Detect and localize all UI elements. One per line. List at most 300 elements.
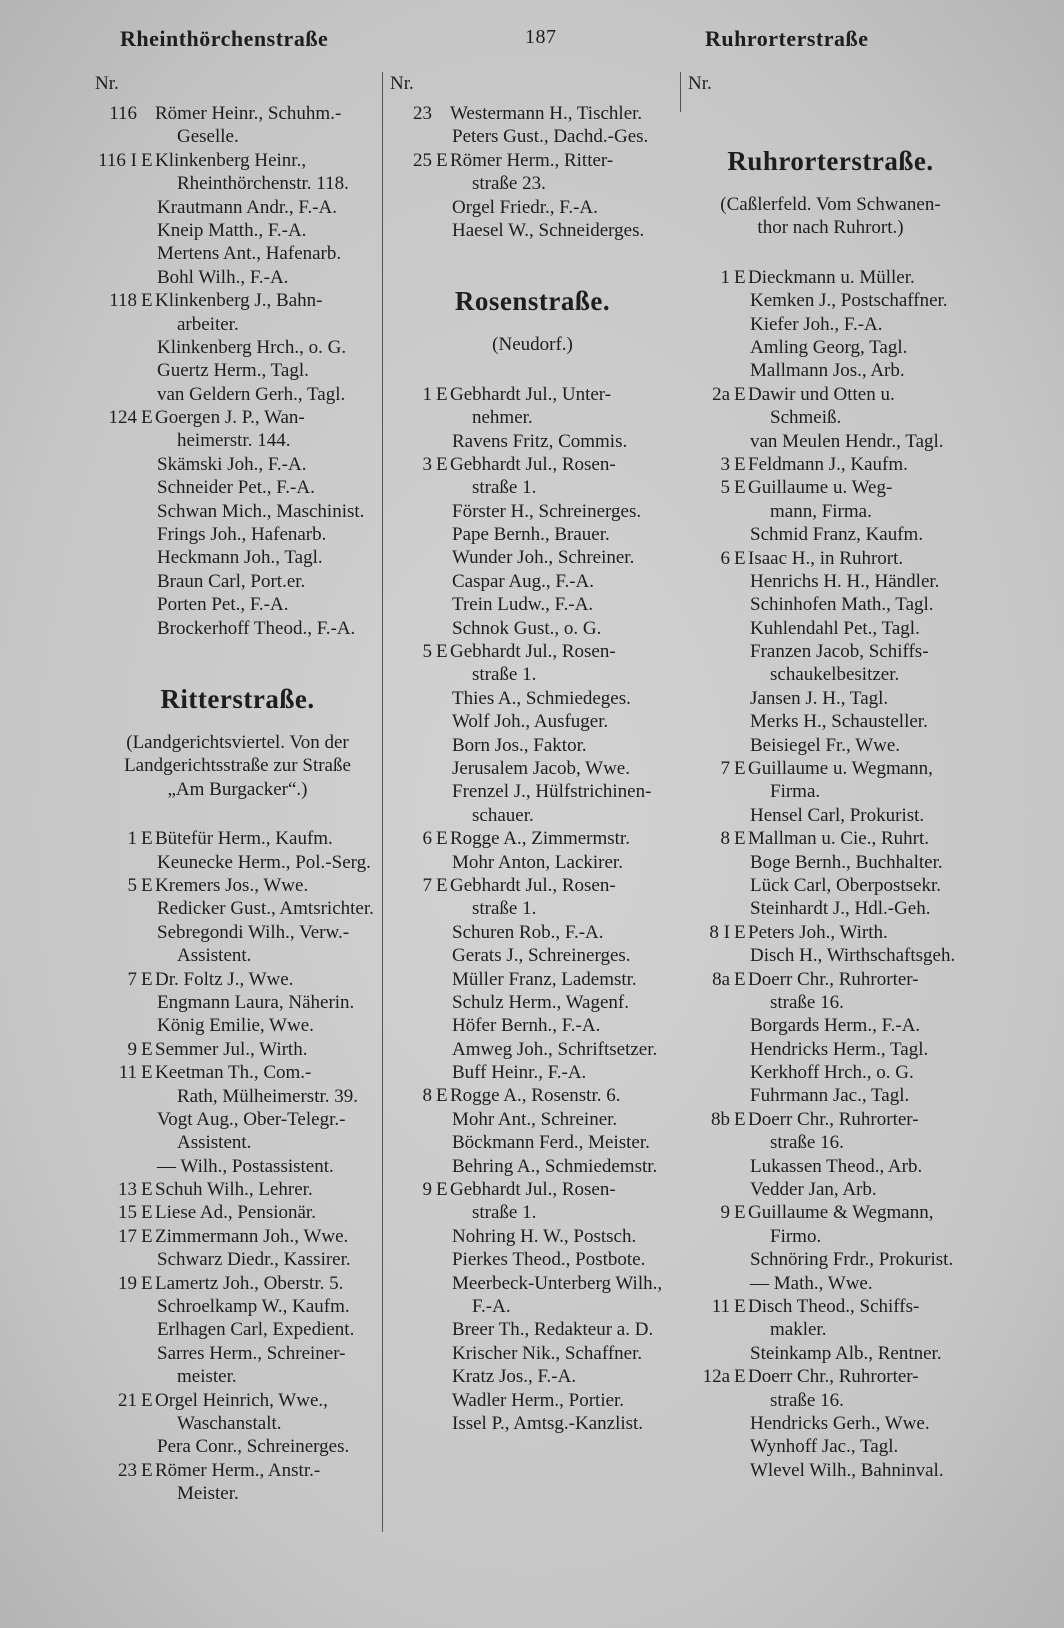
owner-marker	[436, 780, 450, 803]
entry-text: Guillaume & Wegmann,	[748, 1202, 934, 1224]
entry-text: heimerstr. 144.	[177, 430, 291, 452]
resident-entry	[390, 1155, 675, 1178]
entry-text: Schulz Herm., Wagenf.	[452, 991, 629, 1013]
entry-text: Kuhlendahl Pet., Tagl.	[750, 617, 920, 639]
column-divider	[382, 72, 383, 1532]
house-number	[688, 406, 734, 429]
house-number	[390, 593, 436, 616]
entry-continuation	[390, 172, 675, 195]
house-number	[688, 734, 734, 757]
entry-text: van Geldern Gerh., Tagl.	[157, 383, 346, 405]
house-number	[688, 1225, 734, 1248]
house-entry	[390, 102, 675, 125]
entry-text: Doerr Chr., Ruhrorter-	[748, 1366, 919, 1388]
house-number: 19	[118, 1272, 137, 1294]
entry-text: Waschanstalt.	[177, 1412, 282, 1434]
entry-continuation	[95, 125, 380, 148]
owner-marker	[734, 1248, 748, 1271]
owner-marker	[141, 102, 155, 125]
entry-text: Kneip Matth., F.-A.	[157, 219, 307, 241]
entry-text: Pera Conr., Schreinerges.	[157, 1436, 350, 1458]
resident-entry	[390, 546, 675, 569]
owner-marker: E	[734, 758, 746, 780]
entry-continuation	[390, 804, 675, 827]
resident-entry	[390, 1342, 675, 1365]
house-entry	[95, 1038, 380, 1061]
owner-marker	[436, 593, 450, 616]
house-number	[95, 570, 141, 593]
house-number	[688, 289, 734, 312]
house-number	[390, 944, 436, 967]
entry-text: Guillaume u. Weg-	[748, 477, 893, 499]
house-number	[390, 1108, 436, 1131]
owner-marker: E	[734, 477, 746, 499]
resident-entry	[390, 1412, 675, 1435]
house-number	[390, 125, 436, 148]
resident-entry	[95, 266, 380, 289]
resident-entry	[95, 500, 380, 523]
street-description	[95, 731, 380, 801]
owner-marker	[141, 570, 155, 593]
house-entry	[688, 1295, 973, 1318]
resident-entry	[95, 219, 380, 242]
owner-marker	[734, 313, 748, 336]
owner-marker	[734, 1318, 748, 1341]
entry-continuation	[95, 944, 380, 967]
resident-entry	[95, 921, 380, 944]
entry-text: van Meulen Hendr., Tagl.	[750, 430, 944, 452]
owner-marker	[141, 1412, 155, 1435]
entry-text: Gebhardt Jul., Rosen-	[450, 874, 616, 896]
entry-text: Issel P., Amtsg.-Kanzlist.	[452, 1412, 644, 1434]
house-number	[688, 1318, 734, 1341]
entry-text: Gerats J., Schreinerges.	[452, 945, 631, 967]
owner-marker	[436, 102, 450, 125]
resident-entry	[95, 359, 380, 382]
entry-text: Müller Franz, Lademstr.	[452, 968, 637, 990]
entry-text: Keetman Th., Com.-	[155, 1062, 312, 1084]
house-number	[688, 1412, 734, 1435]
owner-marker: E	[436, 149, 448, 171]
entry-continuation	[390, 1201, 675, 1224]
entry-text: meister.	[177, 1366, 237, 1388]
entry-continuation	[95, 1365, 380, 1388]
resident-entry	[390, 125, 675, 148]
house-entry	[688, 757, 973, 780]
entry-text: Westermann H., Tischler.	[450, 103, 643, 124]
house-number	[688, 663, 734, 686]
owner-marker	[436, 406, 450, 429]
entry-continuation	[688, 1318, 973, 1341]
owner-marker: E	[141, 828, 153, 850]
house-number: 17	[118, 1225, 137, 1247]
resident-entry	[95, 453, 380, 476]
entry-text: Meerbeck-Unterberg Wilh.,	[452, 1272, 663, 1294]
house-entry	[688, 266, 973, 289]
resident-entry	[688, 523, 973, 546]
owner-marker: E	[141, 1179, 153, 1201]
resident-entry	[390, 570, 675, 593]
house-number: 6	[422, 828, 432, 850]
owner-marker: E	[734, 266, 746, 288]
entry-text: Feldmann J., Kaufm.	[748, 453, 908, 475]
house-number	[688, 313, 734, 336]
resident-entry	[390, 430, 675, 453]
house-number	[95, 359, 141, 382]
street-description-line: thor nach Ruhrort.)	[757, 217, 904, 239]
house-number: 3	[422, 453, 432, 475]
house-number	[95, 266, 141, 289]
resident-entry	[688, 1155, 973, 1178]
owner-marker: E	[141, 1272, 153, 1294]
owner-marker	[734, 897, 748, 920]
entry-text: Wolf Joh., Ausfuger.	[452, 711, 609, 733]
house-number	[95, 991, 141, 1014]
owner-marker	[141, 219, 155, 242]
owner-marker	[734, 1459, 748, 1482]
house-number: 7	[127, 968, 137, 990]
house-number	[390, 1272, 436, 1295]
house-entry	[95, 149, 380, 172]
entry-text: Firmo.	[770, 1225, 822, 1247]
house-number	[95, 1085, 141, 1108]
entry-continuation	[390, 663, 675, 686]
owner-marker	[734, 1389, 748, 1412]
owner-marker	[734, 640, 748, 663]
house-number: 9	[422, 1179, 432, 1201]
house-number	[390, 687, 436, 710]
owner-marker: E	[734, 383, 746, 405]
entry-text: Haesel W., Schneiderges.	[452, 219, 645, 241]
resident-entry	[688, 359, 973, 382]
owner-marker	[141, 897, 155, 920]
owner-marker	[436, 1318, 450, 1341]
owner-marker	[436, 1295, 450, 1318]
entry-continuation	[688, 1225, 973, 1248]
house-entry	[390, 1084, 675, 1107]
house-number	[95, 383, 141, 406]
owner-marker	[436, 476, 450, 499]
entry-text: Mallman u. Cie., Ruhrt.	[748, 828, 930, 850]
owner-marker	[141, 944, 155, 967]
entry-text: Gebhardt Jul., Rosen-	[450, 453, 616, 475]
entry-text: Breer Th., Redakteur a. D.	[452, 1319, 654, 1341]
house-number	[95, 313, 141, 336]
house-entry	[95, 102, 380, 125]
owner-marker	[436, 734, 450, 757]
entry-text: Merks H., Schausteller.	[750, 711, 928, 733]
entry-text: Förster H., Schreinerges.	[452, 500, 642, 522]
entry-text: Porten Pet., F.-A.	[157, 594, 289, 616]
house-number	[95, 336, 141, 359]
owner-marker	[141, 172, 155, 195]
owner-marker: E	[141, 407, 153, 429]
entry-continuation	[688, 991, 973, 1014]
resident-entry	[390, 1108, 675, 1131]
street-heading: Ritterstraße.	[160, 683, 315, 714]
house-number	[95, 523, 141, 546]
entry-text: mann, Firma.	[770, 500, 872, 522]
resident-entry	[688, 804, 973, 827]
owner-marker	[436, 546, 450, 569]
house-entry	[95, 1178, 380, 1201]
owner-marker: E	[734, 1108, 746, 1130]
owner-marker	[141, 500, 155, 523]
resident-entry	[390, 757, 675, 780]
house-number	[688, 570, 734, 593]
house-number	[95, 1248, 141, 1271]
entry-text: Lamertz Joh., Oberstr. 5.	[155, 1272, 344, 1294]
house-number	[688, 593, 734, 616]
owner-marker	[734, 1272, 748, 1295]
number-column-label: Nr.	[95, 73, 119, 94]
house-number	[390, 1201, 436, 1224]
resident-entry	[390, 1248, 675, 1271]
house-number: 8b	[711, 1108, 730, 1130]
house-number: 11	[118, 1062, 137, 1084]
house-number	[390, 430, 436, 453]
house-number	[95, 476, 141, 499]
house-number	[688, 780, 734, 803]
entry-text: straße 16.	[770, 1132, 844, 1154]
entry-text: Pierkes Theod., Postbote.	[452, 1249, 646, 1271]
house-number: 7	[422, 874, 432, 896]
resident-entry	[688, 1412, 973, 1435]
house-number	[95, 546, 141, 569]
owner-marker	[436, 921, 450, 944]
house-number	[95, 617, 141, 640]
house-number	[390, 1389, 436, 1412]
house-number	[95, 1131, 141, 1154]
entry-text: Wlevel Wilh., Bahninval.	[750, 1459, 944, 1481]
owner-marker	[141, 1108, 155, 1131]
entry-text: schaukelbesitzer.	[770, 664, 900, 686]
owner-marker	[141, 383, 155, 406]
entry-text: Kemken J., Postschaffner.	[750, 290, 948, 312]
entry-text: Redicker Gust., Amtsrichter.	[157, 898, 374, 920]
owner-marker	[436, 430, 450, 453]
house-number	[390, 1155, 436, 1178]
owner-marker	[436, 687, 450, 710]
house-number	[95, 172, 141, 195]
house-number	[390, 617, 436, 640]
house-number: 5	[422, 641, 432, 663]
entry-text: Mohr Anton, Lackirer.	[452, 851, 623, 873]
entry-text: Lukassen Theod., Arb.	[750, 1155, 923, 1177]
resident-entry	[688, 874, 973, 897]
entry-text: Höfer Bernh., F.-A.	[452, 1015, 601, 1037]
house-number	[688, 851, 734, 874]
house-number: 9	[720, 1202, 730, 1224]
entry-text: Erlhagen Carl, Expedient.	[157, 1319, 355, 1341]
entry-continuation	[688, 780, 973, 803]
entry-continuation	[95, 1085, 380, 1108]
house-entry	[688, 453, 973, 476]
house-number	[688, 944, 734, 967]
house-number	[390, 523, 436, 546]
resident-entry	[390, 1389, 675, 1412]
owner-marker: E	[734, 1366, 746, 1388]
owner-marker	[734, 944, 748, 967]
owner-marker: E	[141, 1038, 153, 1060]
entry-text: Gebhardt Jul., Rosen-	[450, 1179, 616, 1201]
house-number	[95, 1014, 141, 1037]
house-entry	[390, 1178, 675, 1201]
owner-marker	[436, 1248, 450, 1271]
owner-marker	[436, 172, 450, 195]
resident-entry	[688, 1178, 973, 1201]
street-description	[390, 333, 675, 356]
house-number: 3	[720, 453, 730, 475]
entry-continuation	[688, 1389, 973, 1412]
street-description-line: (Caßlerfeld. Vom Schwanen-	[720, 194, 941, 215]
house-number: 8	[720, 828, 730, 850]
resident-entry	[688, 944, 973, 967]
owner-marker	[141, 1342, 155, 1365]
entry-text: makler.	[770, 1319, 827, 1341]
house-number: 25	[413, 149, 432, 171]
entry-text: Steinkamp Alb., Rentner.	[750, 1342, 942, 1364]
owner-marker	[436, 663, 450, 686]
house-number	[95, 125, 141, 148]
owner-marker	[734, 430, 748, 453]
entry-text: Peters Joh., Wirth.	[748, 921, 888, 943]
entry-text: Schwarz Diedr., Kassirer.	[157, 1249, 351, 1271]
house-entry	[688, 921, 973, 944]
owner-marker	[734, 1131, 748, 1154]
owner-marker: E	[141, 1202, 153, 1224]
house-number: 116	[109, 103, 137, 124]
owner-marker	[436, 991, 450, 1014]
entry-text: Semmer Jul., Wirth.	[155, 1038, 308, 1060]
entry-text: Henrichs H. H., Händler.	[750, 570, 940, 592]
house-entry	[95, 1389, 380, 1412]
owner-marker: E	[141, 290, 153, 312]
house-number	[95, 219, 141, 242]
owner-marker	[436, 757, 450, 780]
house-number	[688, 687, 734, 710]
house-number	[688, 710, 734, 733]
owner-marker	[141, 617, 155, 640]
entry-text: Schnöring Frdr., Prokurist.	[750, 1249, 954, 1271]
house-number	[95, 196, 141, 219]
owner-marker	[436, 710, 450, 733]
resident-entry	[95, 1295, 380, 1318]
entry-text: Liese Ad., Pensionär.	[155, 1202, 316, 1224]
owner-marker	[436, 1014, 450, 1037]
entry-text: Keunecke Herm., Pol.-Serg.	[157, 851, 371, 873]
resident-entry	[95, 593, 380, 616]
house-number	[688, 1131, 734, 1154]
owner-marker	[436, 968, 450, 991]
resident-entry	[390, 968, 675, 991]
house-number	[95, 1482, 141, 1505]
house-number	[390, 1225, 436, 1248]
column-middle	[390, 72, 675, 1435]
entry-text: Kratz Jos., F.-A.	[452, 1366, 577, 1388]
house-number: 1	[127, 828, 137, 850]
resident-entry	[688, 1248, 973, 1271]
entry-text: Krischer Nik., Schaffner.	[452, 1342, 643, 1364]
house-number	[688, 1435, 734, 1458]
house-entry	[688, 827, 973, 850]
house-entry	[390, 149, 675, 172]
house-entry	[95, 874, 380, 897]
house-entry	[688, 476, 973, 499]
house-number	[688, 804, 734, 827]
resident-entry	[688, 897, 973, 920]
entry-text: straße 1.	[472, 477, 537, 499]
resident-entry	[688, 1342, 973, 1365]
owner-marker	[436, 1412, 450, 1435]
owner-marker: E	[436, 874, 448, 896]
house-number	[390, 663, 436, 686]
entry-text: König Emilie, Wwe.	[157, 1015, 314, 1037]
owner-marker	[734, 570, 748, 593]
house-number	[688, 500, 734, 523]
resident-entry	[390, 991, 675, 1014]
house-number	[390, 1038, 436, 1061]
house-number	[390, 196, 436, 219]
owner-marker	[141, 1248, 155, 1271]
entry-continuation	[95, 429, 380, 452]
resident-entry	[390, 710, 675, 733]
owner-marker	[141, 125, 155, 148]
owner-marker	[734, 1412, 748, 1435]
entry-continuation	[390, 476, 675, 499]
entry-text: Dieckmann u. Müller.	[748, 266, 915, 288]
resident-entry	[688, 1459, 973, 1482]
resident-entry	[390, 944, 675, 967]
entry-text: Disch H., Wirthschaftsgeh.	[750, 945, 956, 967]
owner-marker	[734, 991, 748, 1014]
house-entry	[95, 289, 380, 312]
entry-text: Schwan Mich., Maschinist.	[157, 500, 365, 522]
entry-text: Kiefer Joh., F.-A.	[750, 313, 883, 335]
house-number	[390, 219, 436, 242]
house-number: 2a	[712, 383, 730, 405]
resident-entry	[688, 687, 973, 710]
owner-marker	[734, 687, 748, 710]
resident-entry	[390, 1038, 675, 1061]
entry-text: Orgel Friedr., F.-A.	[452, 196, 598, 218]
entry-text: Skämski Joh., F.-A.	[157, 453, 307, 475]
entry-text: Orgel Heinrich, Wwe.,	[155, 1389, 328, 1411]
entry-continuation	[95, 1482, 380, 1505]
entry-text: Schinhofen Math., Tagl.	[750, 594, 934, 616]
entry-text: Ravens Fritz, Commis.	[452, 430, 628, 452]
entry-text: Römer Heinr., Schuhm.-	[155, 103, 342, 124]
house-number	[390, 1342, 436, 1365]
entry-continuation	[95, 313, 380, 336]
owner-marker	[734, 1061, 748, 1084]
resident-entry	[95, 336, 380, 359]
entry-text: Schuh Wilh., Lehrer.	[155, 1179, 313, 1201]
house-number	[688, 1389, 734, 1412]
house-number	[390, 757, 436, 780]
owner-marker	[734, 804, 748, 827]
owner-marker	[734, 1155, 748, 1178]
owner-marker	[734, 1435, 748, 1458]
entry-text: Klinkenberg Heinr.,	[155, 149, 307, 171]
resident-entry	[688, 1061, 973, 1084]
resident-entry	[390, 921, 675, 944]
house-number: 7	[720, 758, 730, 780]
owner-marker	[734, 874, 748, 897]
resident-entry	[688, 710, 973, 733]
owner-marker	[734, 1014, 748, 1037]
owner-marker	[734, 1084, 748, 1107]
